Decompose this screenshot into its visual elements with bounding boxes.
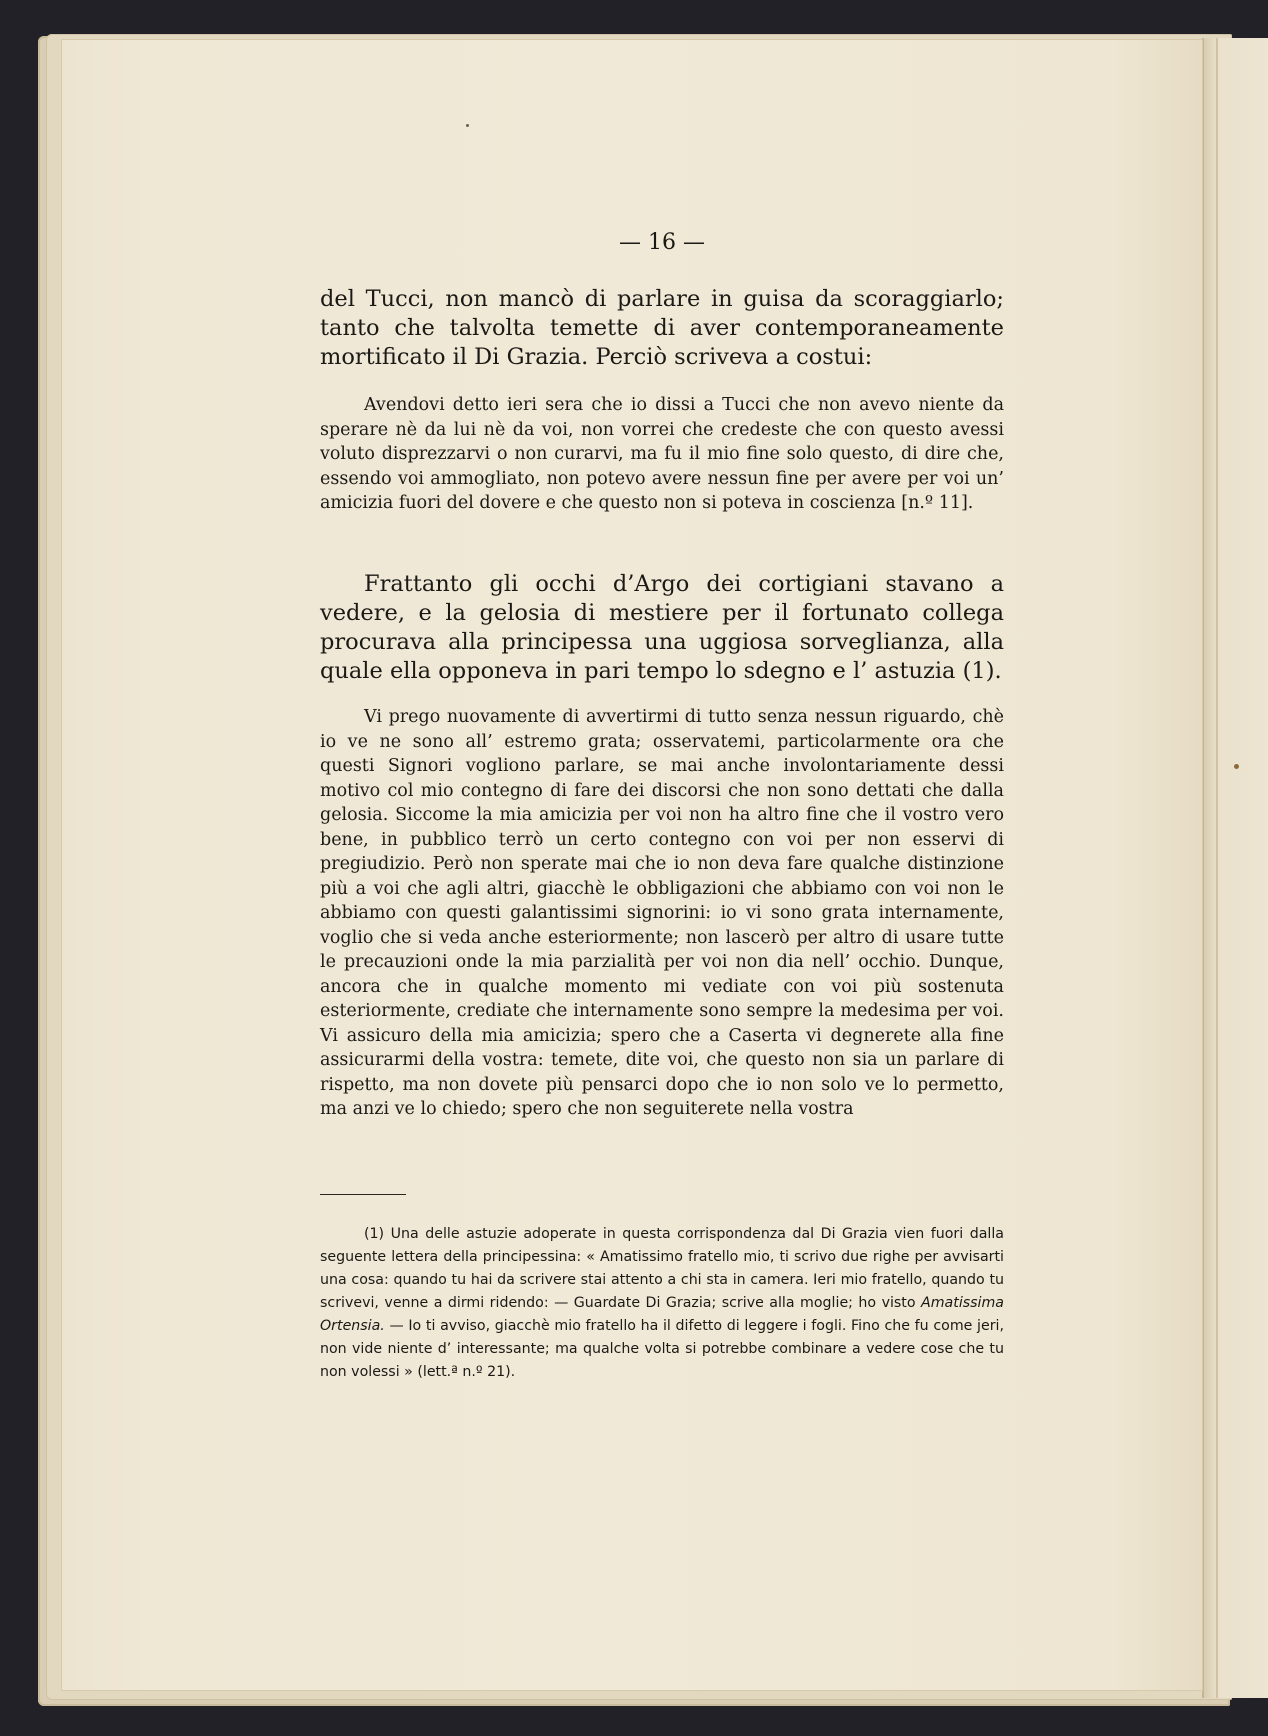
- facing-page-fold: [1216, 38, 1218, 1698]
- footnote-divider: [320, 1194, 406, 1195]
- footnote: [320, 1223, 1004, 1384]
- speck: [466, 124, 469, 127]
- paragraph-text: del Tucci, non mancò di parlare in guisa da scoraggiarlo; tanto che talvolta temette di aver contemporaneamente mortificato il Di Grazia. Perciò scriveva a costui:: [320, 286, 1004, 370]
- footnote-text: [320, 1223, 1004, 1384]
- main-paragraph-1: [320, 285, 1004, 372]
- page-number: — 16 —: [619, 230, 705, 255]
- paragraph-text: Frattanto gli occhi d’Argo dei cortigiani stavano a vedere, e la gelosia di mestiere per il fortunato collega procurava alla principessa una uggiosa sorveglianza, alla quale ella opponeva in pari tempo lo sdegno e l’ astuzia (1).: [320, 571, 1004, 684]
- quoted-letter-1: [320, 393, 1004, 516]
- footnote-text-part-2: — Io ti avviso, giacchè mio fratello ha il difetto di leggere i fogli. Fino che fu come jeri, non vide niente d’ interessante; ma qualche volta si potrebbe combinare a vedere cose che tu non volessi » (lett.ª n.º 21).: [320, 1318, 1004, 1380]
- speck: [1234, 764, 1239, 769]
- quote-text: Avendovi detto ieri sera che io dissi a Tucci che non avevo niente da sperare nè da lui nè da voi, non vorrei che credeste che con questo avessi voluto disprezzarvi o non curarvi, ma fu il mio fine solo questo, di dire che, essendo voi ammogliato, non potevo avere nessun fine per avere per voi un’ amicizia fuori del dovere e che questo non si poteva in coscienza [n.º 11].: [320, 395, 1004, 513]
- facing-page-edge: [1202, 38, 1268, 1698]
- footnote-italic-phrase: Amatissima Ortensia.: [320, 1295, 1004, 1334]
- footnote-text-part-1: (1) Una delle astuzie adoperate in questa corrispondenza dal Di Grazia vien fuori dalla seguente lettera della principessina: « Amatissimo fratello mio, ti scrivo due righe per avvisarti una cosa: quando tu hai da scrivere stai attento a chi sta in camera. Ieri mio fratello, quando tu scrivevi, venne a dirmi ridendo: — Guardate Di Grazia; scrive alla moglie; ho visto: [320, 1226, 1004, 1311]
- main-paragraph-2: [320, 570, 1004, 686]
- quote-text: Vi prego nuovamente di avvertirmi di tutto senza nessun riguardo, chè io ve ne sono all’ estremo grata; osservatemi, particolarmente ora che questi Signori vogliono parlare, se mai anche involontariamente dessi motivo col mio contegno di fare dei discorsi che non sono dettati che dalla gelosia. Siccome la mia amicizia per voi non ha altro fine che il vostro vero bene, in pubblico terrò un certo contegno con voi per non esservi di pregiudizio. Però non sperate mai che io non deva fare qualche distinzione più a voi che agli altri, giacchè le obbligazioni che abbiamo con voi non le abbiamo con questi galantissimi signorini: io vi sono grata internamente, voglio che si veda anche esteriormente; non lascerò per altro di usare tutte le precauzioni onde la mia parzialità per voi non dia nell’ occhio. Dunque, ancora che in qualche momento mi vediate con voi più sostenuta esteriormente, crediate che internamente sono sempre la medesima per voi. Vi assicuro della mia amicizia; spero che a Caserta vi degnerete alla fine assicurarmi della vostra: temete, dite voi, che questo non sia un parlare di rispetto, ma non dovete più pensarci dopo che io non solo ve lo permetto, ma anzi ve lo chiedo; spero che non seguiterete nella vostra: [320, 707, 1004, 1119]
- quoted-letter-2: [320, 705, 1004, 1122]
